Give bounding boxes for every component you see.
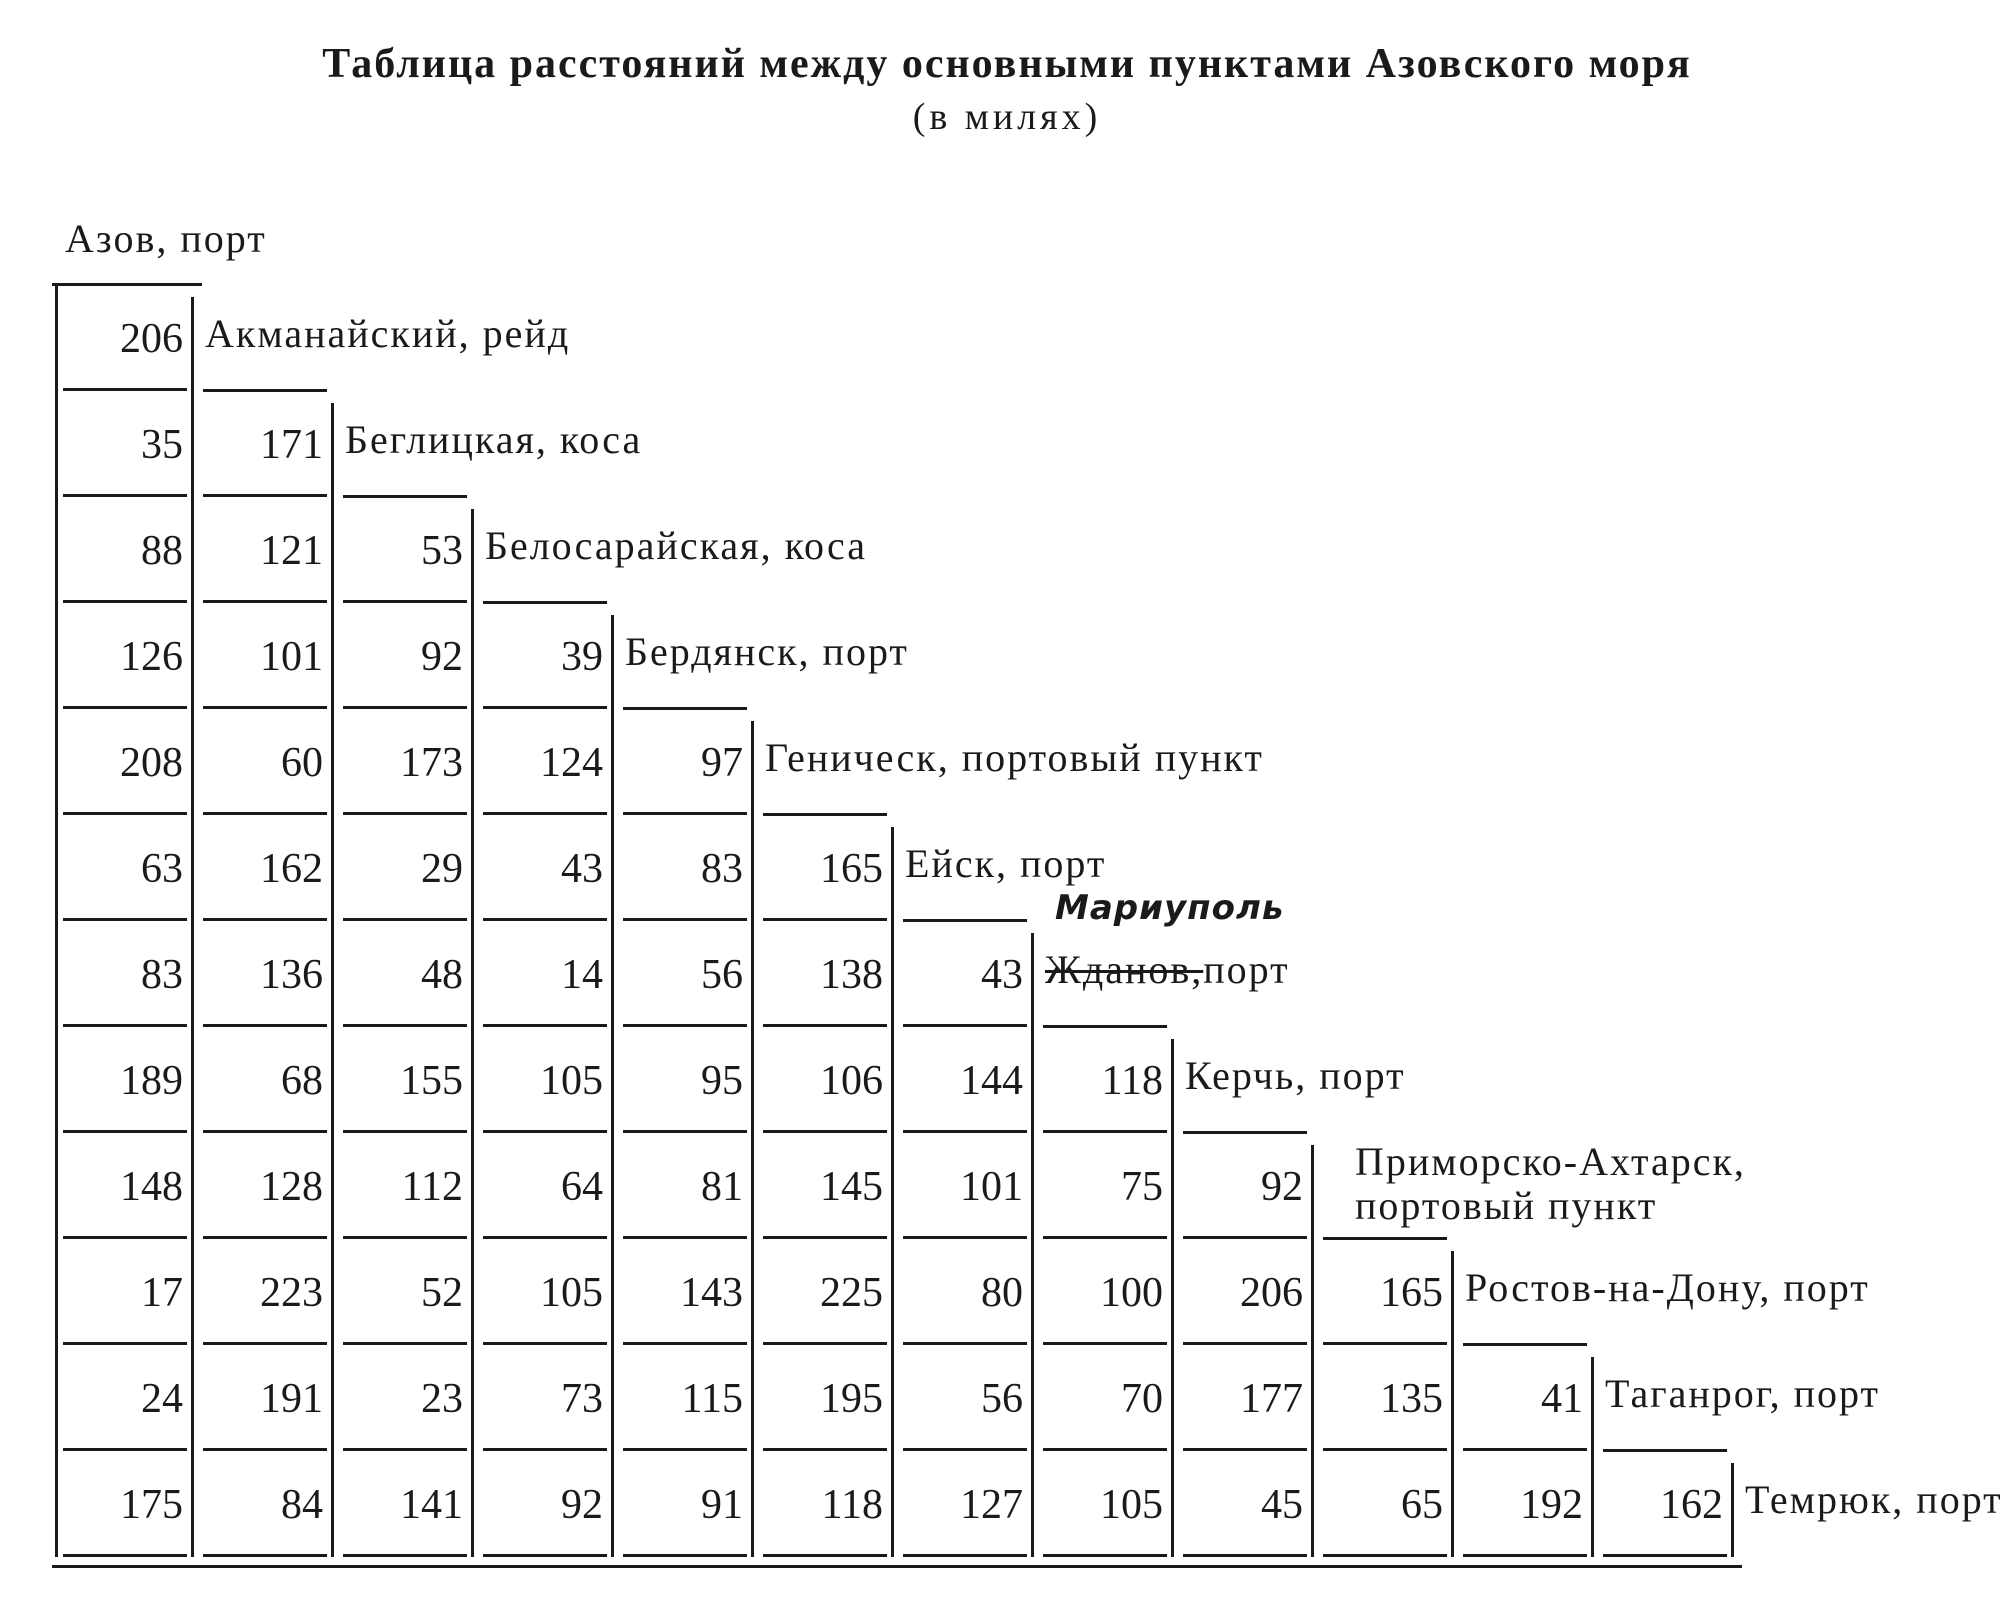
step-rule xyxy=(763,813,887,816)
distance-cell: 92 xyxy=(561,1482,603,1528)
cell-rule xyxy=(63,1448,187,1451)
column-line xyxy=(1031,933,1034,1557)
cell-rule xyxy=(483,1448,607,1451)
step-rule xyxy=(343,495,467,498)
distance-cell: 14 xyxy=(561,952,603,998)
cell-rule xyxy=(623,812,747,815)
distance-cell: 105 xyxy=(1100,1482,1163,1528)
distance-cell: 91 xyxy=(701,1482,743,1528)
cell-rule xyxy=(623,1236,747,1239)
distance-cell: 206 xyxy=(1240,1270,1303,1316)
distance-cell: 128 xyxy=(260,1164,323,1210)
distance-cell: 165 xyxy=(820,846,883,892)
distance-cell: 143 xyxy=(680,1270,743,1316)
distance-cell: 118 xyxy=(821,1482,883,1528)
port-label: Акманайский, рейд xyxy=(205,311,571,356)
cell-rule xyxy=(1603,1554,1727,1557)
distance-cell: 121 xyxy=(260,528,323,574)
step-rule xyxy=(1323,1237,1447,1240)
cell-rule xyxy=(203,706,327,709)
distance-cell: 80 xyxy=(981,1270,1023,1316)
cell-rule xyxy=(483,706,607,709)
distance-cell: 162 xyxy=(1660,1482,1723,1528)
cell-rule xyxy=(763,1448,887,1451)
distance-cell: 56 xyxy=(981,1376,1023,1422)
distance-cell: 171 xyxy=(260,422,323,468)
cell-rule xyxy=(343,1024,467,1027)
distance-cell: 136 xyxy=(260,952,323,998)
cell-rule xyxy=(623,1024,747,1027)
cell-rule xyxy=(763,1024,887,1027)
step-rule xyxy=(203,389,327,392)
cell-rule xyxy=(343,1342,467,1345)
distance-cell: 208 xyxy=(120,740,183,786)
cell-rule xyxy=(623,1554,747,1557)
cell-rule xyxy=(343,812,467,815)
cell-rule xyxy=(343,1130,467,1133)
cell-rule xyxy=(903,1130,1027,1133)
distance-cell: 189 xyxy=(120,1058,183,1104)
cell-rule xyxy=(1463,1448,1587,1451)
cell-rule xyxy=(1043,1130,1167,1133)
cell-rule xyxy=(63,1554,187,1557)
cell-rule xyxy=(63,1342,187,1345)
cell-rule xyxy=(903,1342,1027,1345)
distance-cell: 127 xyxy=(960,1482,1023,1528)
cell-rule xyxy=(1043,1554,1167,1557)
distance-cell: 118 xyxy=(1101,1058,1163,1104)
port-label: Керчь, порт xyxy=(1185,1053,1406,1098)
cell-rule xyxy=(203,1130,327,1133)
cell-rule xyxy=(483,1342,607,1345)
distance-cell: 141 xyxy=(400,1482,463,1528)
cell-rule xyxy=(343,1236,467,1239)
step-rule xyxy=(623,707,747,710)
distance-cell: 192 xyxy=(1520,1482,1583,1528)
cell-rule xyxy=(343,706,467,709)
cell-rule xyxy=(203,1554,327,1557)
cell-rule xyxy=(203,600,327,603)
distance-cell: 92 xyxy=(1261,1164,1303,1210)
cell-rule xyxy=(63,1024,187,1027)
distance-cell: 112 xyxy=(401,1164,463,1210)
distance-cell: 23 xyxy=(421,1376,463,1422)
distance-cell: 100 xyxy=(1100,1270,1163,1316)
cell-rule xyxy=(203,918,327,921)
cell-rule xyxy=(343,600,467,603)
cell-rule xyxy=(1323,1448,1447,1451)
cell-rule xyxy=(63,388,187,391)
distance-cell: 63 xyxy=(141,846,183,892)
cell-rule xyxy=(63,494,187,497)
distance-cell: 70 xyxy=(1121,1376,1163,1422)
cell-rule xyxy=(63,918,187,921)
cell-rule xyxy=(1323,1342,1447,1345)
port-label: Таганрог, порт xyxy=(1605,1371,1881,1416)
cell-rule xyxy=(1183,1448,1307,1451)
port-label: Азов, порт xyxy=(65,216,267,261)
cell-rule xyxy=(343,918,467,921)
distance-cell: 173 xyxy=(400,740,463,786)
step-rule xyxy=(1043,1025,1167,1028)
cell-rule xyxy=(763,1130,887,1133)
cell-rule xyxy=(903,1554,1027,1557)
cell-rule xyxy=(63,706,187,709)
cell-rule xyxy=(203,1448,327,1451)
distance-cell: 162 xyxy=(260,846,323,892)
distance-cell: 17 xyxy=(141,1270,183,1316)
step-rule xyxy=(1463,1343,1587,1346)
cell-rule xyxy=(63,1130,187,1133)
port-label-suffix: порт xyxy=(1203,947,1290,992)
distance-cell: 101 xyxy=(260,634,323,680)
distance-cell: 225 xyxy=(820,1270,883,1316)
port-label-line2: портовый пункт xyxy=(1355,1183,1658,1228)
step-rule xyxy=(1183,1131,1307,1134)
table-subtitle: (в милях) xyxy=(912,96,1102,138)
distance-cell: 73 xyxy=(561,1376,603,1422)
distance-cell: 97 xyxy=(701,740,743,786)
distance-cell: 165 xyxy=(1380,1270,1443,1316)
distance-cell: 64 xyxy=(561,1164,603,1210)
cell-rule xyxy=(203,1236,327,1239)
distance-cell: 65 xyxy=(1401,1482,1443,1528)
distance-cell: 88 xyxy=(141,528,183,574)
distance-cell: 41 xyxy=(1541,1376,1583,1422)
cell-rule xyxy=(203,812,327,815)
distance-cell: 60 xyxy=(281,740,323,786)
distance-cell: 115 xyxy=(681,1376,743,1422)
distance-cell: 175 xyxy=(120,1482,183,1528)
port-label-struck: Жданов, xyxy=(1045,947,1204,992)
cell-rule xyxy=(63,812,187,815)
distance-cell: 135 xyxy=(1380,1376,1443,1422)
distance-cell: 177 xyxy=(1240,1376,1303,1422)
distance-cell: 45 xyxy=(1261,1482,1303,1528)
bottom-rule xyxy=(52,1565,1742,1568)
distance-cell: 191 xyxy=(260,1376,323,1422)
cell-rule xyxy=(63,600,187,603)
distance-cell: 53 xyxy=(421,528,463,574)
distance-cell: 148 xyxy=(120,1164,183,1210)
column-line xyxy=(1311,1145,1314,1557)
port-label: Белосарайская, коса xyxy=(485,523,867,568)
distance-cell: 56 xyxy=(701,952,743,998)
table-title: Таблица расстояний между основными пунктами Азовского моря xyxy=(322,41,1692,87)
distance-cell: 106 xyxy=(820,1058,883,1104)
cell-rule xyxy=(623,1342,747,1345)
distance-cell: 81 xyxy=(701,1164,743,1210)
column-line xyxy=(1171,1039,1174,1557)
distance-cell: 206 xyxy=(120,316,183,362)
cell-rule xyxy=(763,1554,887,1557)
distance-cell: 223 xyxy=(260,1270,323,1316)
cell-rule xyxy=(483,1554,607,1557)
port-label: Темрюк, порт xyxy=(1745,1477,2003,1522)
distance-cell: 39 xyxy=(561,634,603,680)
column-line xyxy=(331,403,334,1557)
distance-cell: 84 xyxy=(281,1482,323,1528)
column-line xyxy=(751,721,754,1557)
distance-cell: 101 xyxy=(960,1164,1023,1210)
port-label: Геническ, портовый пункт xyxy=(765,735,1264,780)
cell-rule xyxy=(903,1448,1027,1451)
cell-rule xyxy=(343,1554,467,1557)
distance-cell: 43 xyxy=(981,952,1023,998)
distance-cell: 155 xyxy=(400,1058,463,1104)
column-line xyxy=(611,615,614,1557)
cell-rule xyxy=(1043,1448,1167,1451)
distance-cell: 68 xyxy=(281,1058,323,1104)
distance-cell: 29 xyxy=(421,846,463,892)
cell-rule xyxy=(203,1342,327,1345)
distance-cell: 126 xyxy=(120,634,183,680)
cell-rule xyxy=(1183,1554,1307,1557)
cell-rule xyxy=(1323,1554,1447,1557)
cell-rule xyxy=(623,918,747,921)
cell-rule xyxy=(1183,1236,1307,1239)
cell-rule xyxy=(1043,1342,1167,1345)
cell-rule xyxy=(763,918,887,921)
cell-rule xyxy=(903,1024,1027,1027)
distance-cell: 138 xyxy=(820,952,883,998)
distance-cell: 195 xyxy=(820,1376,883,1422)
port-label: Ейск, порт xyxy=(905,841,1107,886)
column-line xyxy=(55,285,58,1557)
cell-rule xyxy=(903,1236,1027,1239)
cell-rule xyxy=(483,1236,607,1239)
port-label: Приморско-Ахтарск, xyxy=(1355,1139,1746,1184)
step-rule xyxy=(903,919,1027,922)
distance-cell: 83 xyxy=(701,846,743,892)
port-label xyxy=(1045,946,1290,993)
column-line xyxy=(1731,1463,1734,1557)
column-line xyxy=(1451,1251,1454,1557)
distance-cell: 24 xyxy=(141,1376,183,1422)
distance-cell: 83 xyxy=(141,952,183,998)
column-line xyxy=(471,509,474,1557)
step-rule xyxy=(1603,1449,1727,1452)
cell-rule xyxy=(483,918,607,921)
label-underline xyxy=(52,283,202,286)
cell-rule xyxy=(1463,1554,1587,1557)
cell-rule xyxy=(483,1024,607,1027)
column-line xyxy=(891,827,894,1557)
distance-cell: 105 xyxy=(540,1270,603,1316)
column-line xyxy=(1591,1357,1594,1557)
cell-rule xyxy=(203,494,327,497)
port-label: Беглицкая, коса xyxy=(345,417,643,462)
cell-rule xyxy=(763,1342,887,1345)
cell-rule xyxy=(1043,1236,1167,1239)
distance-cell: 144 xyxy=(960,1058,1023,1104)
cell-rule xyxy=(63,1236,187,1239)
distance-cell: 43 xyxy=(561,846,603,892)
distance-cell: 35 xyxy=(141,422,183,468)
distance-cell: 95 xyxy=(701,1058,743,1104)
cell-rule xyxy=(1183,1342,1307,1345)
cell-rule xyxy=(623,1448,747,1451)
distance-cell: 92 xyxy=(421,634,463,680)
distance-cell: 48 xyxy=(421,952,463,998)
distance-cell: 105 xyxy=(540,1058,603,1104)
port-label: Бердянск, порт xyxy=(625,629,909,674)
cell-rule xyxy=(763,1236,887,1239)
cell-rule xyxy=(203,1024,327,1027)
step-rule xyxy=(483,601,607,604)
distance-cell: 145 xyxy=(820,1164,883,1210)
cell-rule xyxy=(343,1448,467,1451)
column-line xyxy=(191,297,194,1557)
cell-rule xyxy=(483,1130,607,1133)
distance-cell: 75 xyxy=(1121,1164,1163,1210)
distance-cell: 52 xyxy=(421,1270,463,1316)
port-label: Ростов-на-Дону, порт xyxy=(1465,1265,1870,1310)
distance-cell: 124 xyxy=(540,740,603,786)
cell-rule xyxy=(483,812,607,815)
handwritten-correction: Мариуполь xyxy=(1055,888,1285,928)
cell-rule xyxy=(623,1130,747,1133)
